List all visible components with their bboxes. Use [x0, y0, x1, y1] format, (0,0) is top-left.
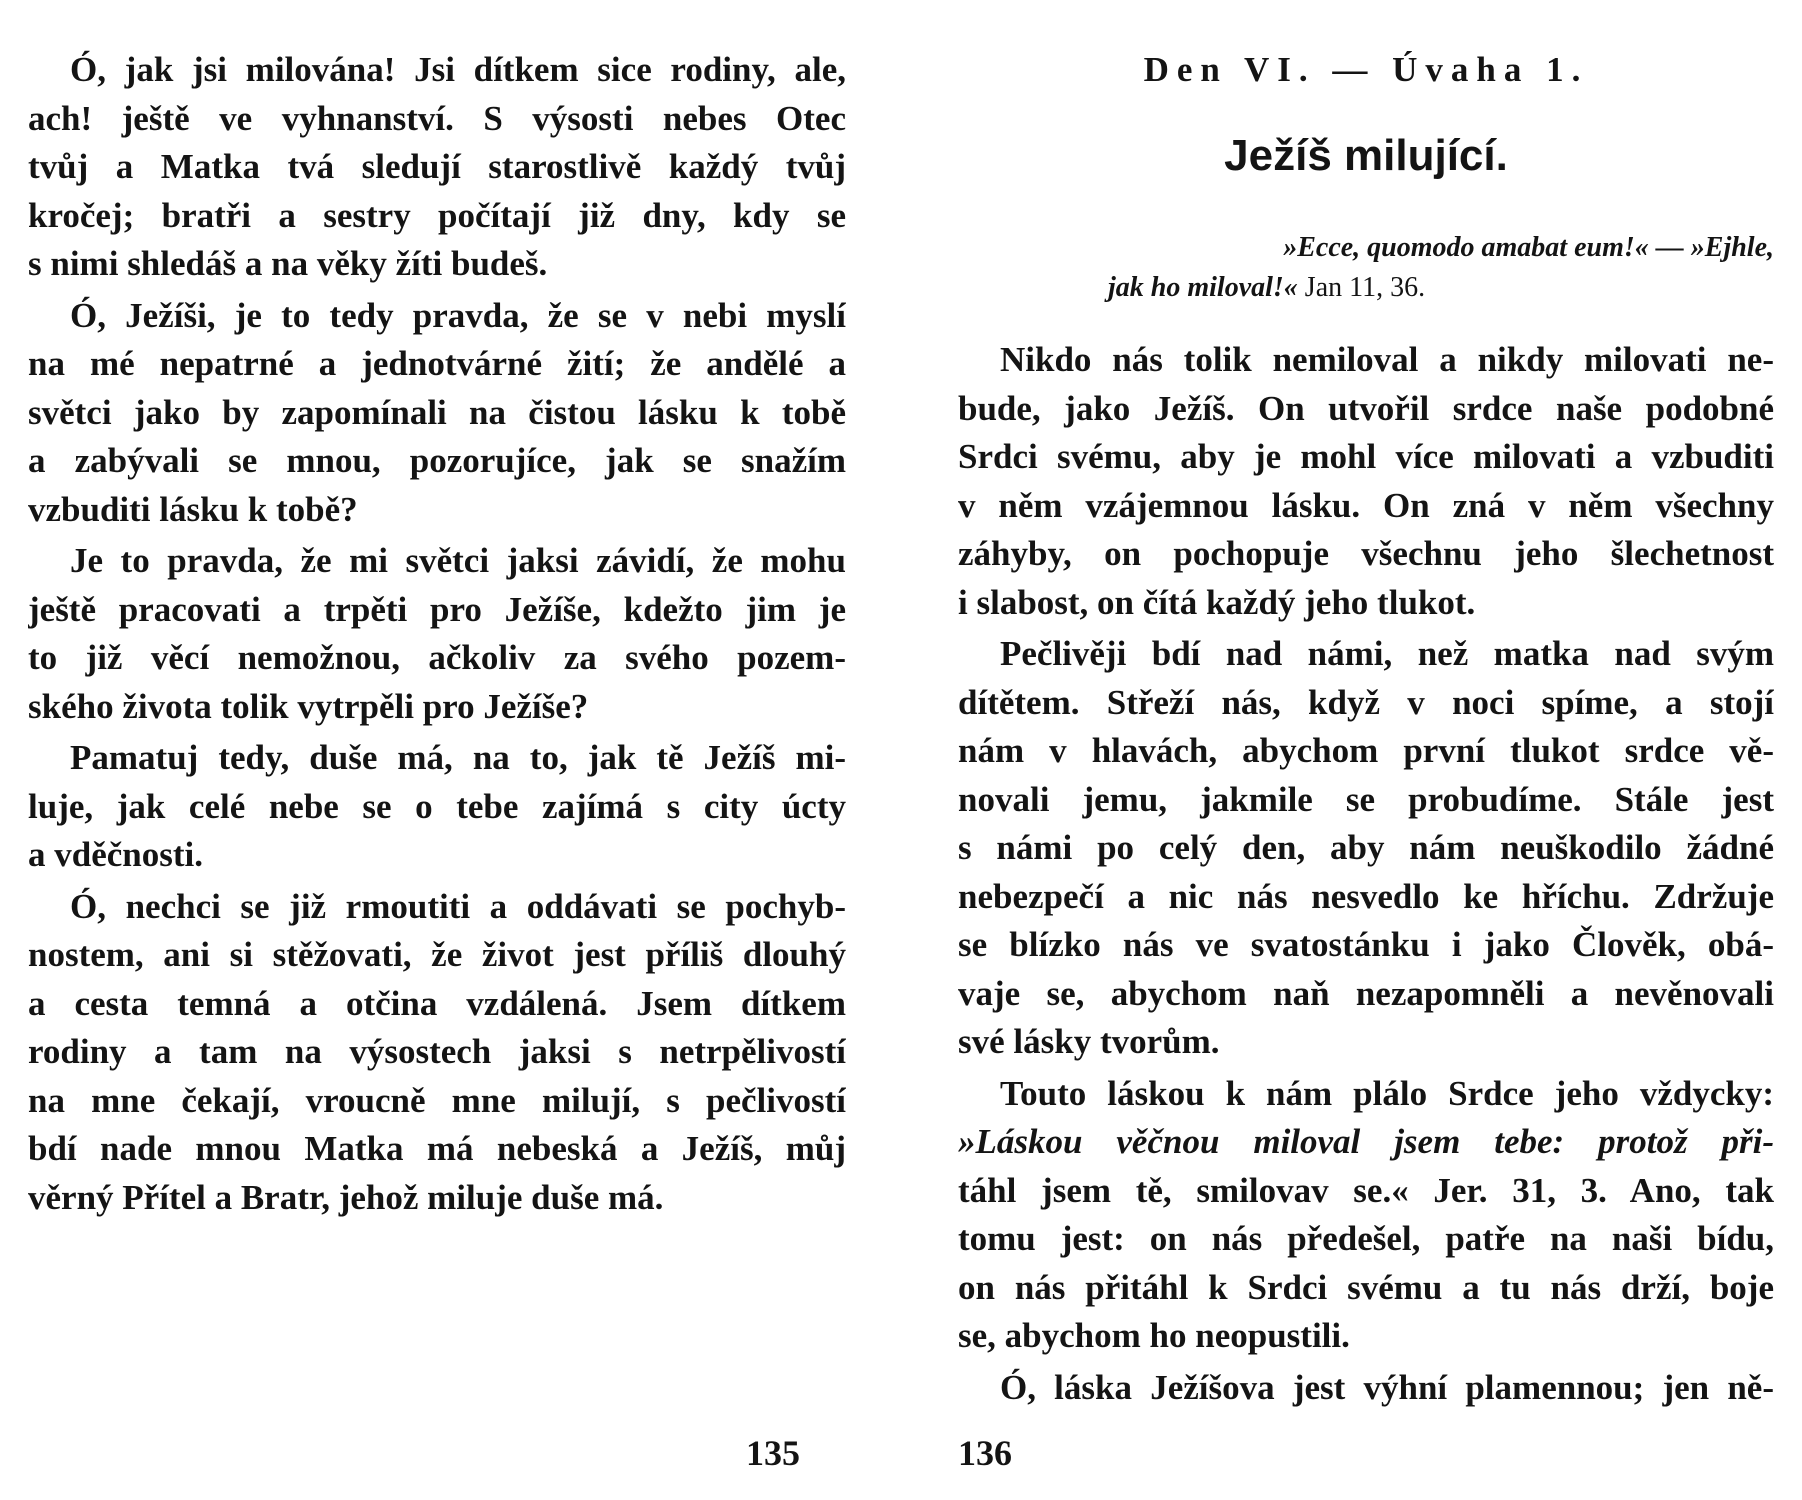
text-line: bdí nade mnou Matka má nebeská a Ježíš, můj [28, 1129, 846, 1168]
text-line: v něm vzájemnou lásku. On zná v něm všechny [958, 485, 1774, 525]
text-line: ach! ještě ve vyhnanství. S výsosti nebes Otec [28, 98, 846, 138]
text-line: nám v hlavách, abychom první tlukot srdce vě- [958, 731, 1774, 770]
motto-reference: Jan 11, 36. [1304, 272, 1426, 303]
right-page [958, 0, 1774, 1500]
text-line: své lásky tvorům. [958, 1022, 1220, 1061]
text-line: Ó, Ježíši, je to tedy pravda, že se v nebi myslí [70, 295, 846, 335]
text-line: on nás přitáhl k Srdci svému a tu nás drží, boje [958, 1267, 1774, 1307]
text-line: na mne čekají, vroucně mne milují, s pečlivostí [28, 1080, 846, 1120]
text-line: ještě pracovati a trpěti pro Ježíše, kdežto jim je [28, 589, 846, 629]
text-line: světci jako by zapomínali na čistou lásku k tobě [28, 392, 846, 432]
page-number-left: 135 [746, 1433, 800, 1473]
text-line: Pamatuj tedy, duše má, na to, jak tě Ježíš mi- [70, 738, 846, 777]
text-line: Ó, nechci se již rmoutiti a oddávati se pochyb- [70, 886, 846, 926]
text-line: Touto láskou k nám plálo Srdce jeho vždycky: [1000, 1073, 1774, 1113]
text-line: a vděčnosti. [28, 835, 203, 874]
text-line: Je to pravda, že mi světci jaksi závidí, že mohu [70, 541, 846, 580]
motto-latin-quote: »Ecce, quomodo amabat eum!« — »Ejhle, [1283, 232, 1774, 263]
text-line: táhl jsem tě, smilovav se.« Jer. 31, 3. Ano, tak [958, 1170, 1774, 1210]
text-line: tvůj a Matka tvá sledují starostlivě každý tvůj [28, 147, 846, 186]
text-line: a cesta temná a otčina vzdálená. Jsem dítkem [28, 983, 846, 1023]
book-gutter [900, 0, 901, 1500]
text-line: se, abychom ho neopustili. [958, 1316, 1350, 1355]
text-line: Pečlivěji bdí nad námi, než matka nad svým [1000, 634, 1774, 673]
text-line: vaje se, abychom naň nezapomněli a nevěnovali [958, 973, 1774, 1013]
text-line: Ó, láska Ježíšova jest výhní plamennou; jen ně- [1000, 1367, 1774, 1407]
text-line: Nikdo nás tolik nemiloval a nikdy milovati ne- [1000, 340, 1774, 379]
text-line: bude, jako Ježíš. On utvořil srdce naše podobné [958, 388, 1774, 428]
page-number-right: 136 [958, 1433, 1012, 1473]
text-line: vzbuditi lásku k tobě? [28, 489, 358, 529]
text-line: nostem, ani si stěžovati, že život jest příliš dlouhý [28, 935, 846, 974]
chapter-title: Ježíš milující. [1224, 131, 1508, 180]
motto-czech-quote: jak ho miloval!« [1108, 272, 1298, 303]
text-line: se blízko nás ve svatostánku i jako Člověk, obá- [958, 925, 1774, 964]
text-line: a zabývali se mnou, pozorujíce, jak se snažím [28, 441, 846, 480]
right-page-body [958, 336, 1774, 1412]
left-page-body [28, 46, 846, 1222]
motto-epigraph [1108, 228, 1774, 308]
text-line: záhyby, on pochopuje všechnu jeho šlechetnost [958, 534, 1774, 573]
motto-line [1108, 228, 1774, 268]
text-line: ského života tolik vytrpěli pro Ježíše? [28, 686, 589, 726]
text-line: »Láskou věčnou miloval jsem tebe: protož při- [958, 1122, 1774, 1161]
text-line: kročej; bratři a sestry počítají již dny, kdy se [28, 195, 846, 235]
text-line: Ó, jak jsi milována! Jsi dítkem sice rodiny, ale, [70, 50, 846, 89]
text-line: i slabost, on čítá každý jeho tlukot. [958, 582, 1476, 622]
text-line: luje, jak celé nebe se o tebe zajímá s city úcty [28, 786, 846, 826]
text-line: tomu jest: on nás předešel, patře na naši bídu, [958, 1219, 1774, 1258]
text-line: nebezpečí a nic nás nesvedlo ke hříchu. Zdržuje [958, 876, 1774, 916]
text-line: s námi po celý den, aby nám neuškodilo žádné [958, 828, 1774, 867]
text-line: na mé nepatrné a jednotvárné žití; že andělé a [28, 344, 846, 383]
motto-line [1108, 268, 1774, 308]
left-page [28, 0, 846, 1500]
text-line: věrný Přítel a Bratr, jehož miluje duše má. [28, 1177, 664, 1217]
text-line: to již věcí nemožnou, ačkoliv za svého pozem- [28, 638, 846, 677]
text-line: s nimi shledáš a na věky žíti budeš. [28, 244, 548, 283]
text-line: rodiny a tam na výsostech jaksi s netrpělivostí [28, 1032, 846, 1071]
running-head: Den VI. — Úvaha 1. [1143, 50, 1589, 89]
text-line: dítětem. Střeží nás, když v noci spíme, a stojí [958, 682, 1774, 722]
text-line: Srdci svému, aby je mohl více milovati a vzbuditi [958, 437, 1774, 476]
text-line: novali jemu, jakmile se probudíme. Stále jest [958, 779, 1774, 819]
